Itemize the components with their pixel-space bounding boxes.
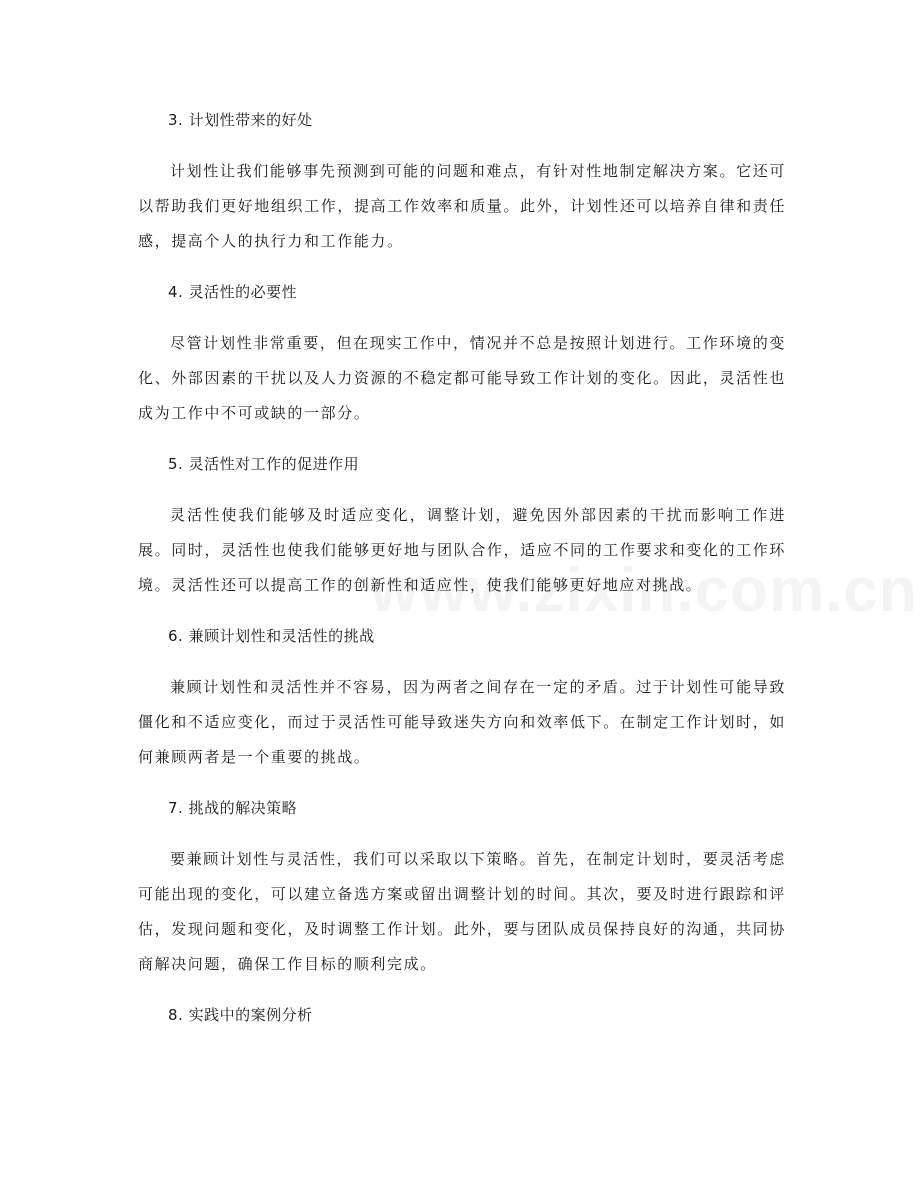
section-heading-7: 7. 挑战的解决策略 (168, 799, 298, 817)
section-paragraph-6: 兼顾计划性和灵活性并不容易，因为两者之间存在一定的矛盾。过于计划性可能导致僵化和不适应变化，而过于灵活性可能导致迷失方向和效率低下。在制定工作计划时，如何兼顾两者是一个重要的挑战。 (138, 678, 786, 766)
section-heading-8: 8. 实践中的案例分析 (168, 1006, 313, 1024)
section-paragraph-4: 尽管计划性非常重要，但在现实工作中，情况并不总是按照计划进行。工作环境的变化、外部因素的干扰以及人力资源的不稳定都可能导致工作计划的变化。因此，灵活性也成为工作中不可或缺的一部分。 (138, 334, 786, 422)
section-paragraph-5: 灵活性使我们能够及时适应变化，调整计划，避免因外部因素的干扰而影响工作进展。同时，灵活性也使我们能够更好地与团队合作，适应不同的工作要求和变化的工作环境。灵活性还可以提高工作的创新性和适应性，使我们能够更好地应对挑战。 (138, 506, 786, 594)
section-heading-5: 5. 灵活性对工作的促进作用 (168, 455, 360, 473)
section-paragraph-3: 计划性让我们能够事先预测到可能的问题和难点，有针对性地制定解决方案。它还可以帮助我们更好地组织工作，提高工作效率和质量。此外，计划性还可以培养自律和责任感，提高个人的执行力和工作能力。 (138, 162, 786, 250)
section-paragraph-7: 要兼顾计划性与灵活性，我们可以采取以下策略。首先，在制定计划时，要灵活考虑可能出现的变化，可以建立备选方案或留出调整计划的时间。其次，要及时进行跟踪和评估，发现问题和变化，及时调整工作计划。此外，要与团队成员保持良好的沟通，共同协商解决问题，确保工作目标的顺利完成。 (138, 850, 786, 973)
section-heading-6: 6. 兼顾计划性和灵活性的挑战 (168, 627, 375, 645)
section-heading-3: 3. 计划性带来的好处 (168, 111, 313, 129)
document-body (138, 100, 786, 1035)
section-heading-4: 4. 灵活性的必要性 (168, 283, 298, 301)
